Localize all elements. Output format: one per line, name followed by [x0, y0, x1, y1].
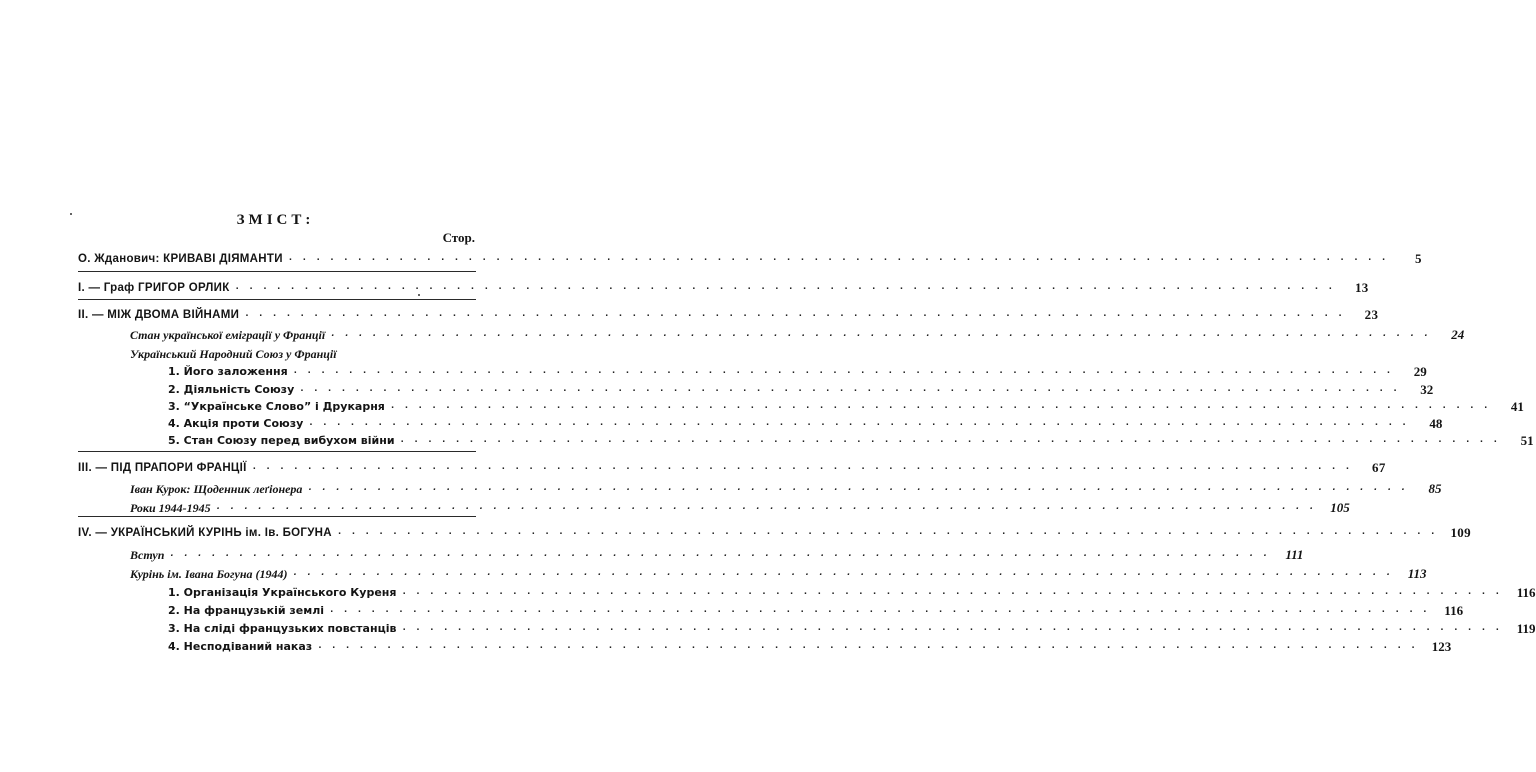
- entry-title: 4. Несподіваний наказ: [168, 640, 313, 653]
- entry-page: 41: [1510, 399, 1524, 414]
- entry-title: 2. Діяльність Союзу: [168, 383, 295, 396]
- section-divider: [78, 451, 476, 452]
- dot-leader: . . . . . . . . . . . . . . . . . . . . . . . . . . . . . . . . . . . . . . . . . . . . . . . . . . . . . . . . . . . . . . . . . . . . . . . . . . . . . . . .: [401, 587, 1502, 597]
- entry-title: 1. Його заложення: [168, 365, 288, 378]
- entry-page: 123: [1431, 639, 1452, 654]
- entry-page: 105: [1330, 500, 1350, 515]
- entry-page: 116: [1516, 585, 1536, 600]
- toc-entry[interactable]: [130, 343, 476, 361]
- toc-entry[interactable]: [168, 430, 1534, 448]
- entry-page: 23: [1364, 307, 1379, 322]
- toc-entry[interactable]: [130, 478, 1442, 496]
- dot-leader: . . . . . . . . . . . . . . . . . . . . . . . . . . . . . . . . . . . . . . . . . . . . . . . . . . . . . . . . . . . . . . . . . . . . . . . . . . . . . . . .: [292, 366, 1393, 376]
- entry-page: 111: [1285, 547, 1304, 562]
- toc-entry[interactable]: [168, 582, 1536, 600]
- entry-page: 119: [1516, 621, 1536, 636]
- toc-entry[interactable]: [130, 563, 1427, 581]
- toc-entry[interactable]: [78, 248, 1422, 266]
- entry-title: Стан української еміграції у Франції: [130, 328, 326, 342]
- dot-leader: . . . . . . . . . . . . . . . . . . . . . . . . . . . . . . . . . . . . . . . . . . . . . . . . . . . . . . . . . . . . . . . . . . . . . . . . . . . . . . . .: [307, 483, 1408, 493]
- dot-leader: . . . . . . . . . . . . . . . . . . . . . . . . . . . . . . . . . . . . . . . . . . . . . . . . . . . . . . . . . . . . . . . . . . . . . . . . . . . . . . . .: [308, 418, 1409, 428]
- entry-page: 109: [1450, 525, 1471, 540]
- toc-entry[interactable]: [168, 413, 1443, 431]
- paper-speck: [70, 213, 72, 215]
- toc-entry[interactable]: [168, 636, 1452, 654]
- dot-leader: . . . . . . . . . . . . . . . . . . . . . . . . . . . . . . . . . . . . . . . . . . . . . . . . . . . . . . . . . . . . . . . . . . . . . . . . . . . . . . . .: [401, 623, 1502, 633]
- entry-title: 5. Стан Союзу перед вибухом війни: [168, 434, 395, 447]
- dot-leader: . . . . . . . . . . . . . . . . . . . . . . . . . . . . . . . . . . . . . . . . . . . . . . . . . . . . . . . . . . . . . . . . . . . . . . . . . . . . . . . .: [169, 549, 1270, 559]
- entry-page: 5: [1415, 251, 1422, 266]
- entry-title: Вступ: [130, 548, 165, 562]
- dot-leader: . . . . . . . . . . . . . . . . . . . . . . . . . . . . . . . . . . . . . . . . . . . . . . . . . . . . . . . . . . . . . . . . . . . . . . . . . . . . . . . .: [292, 568, 1393, 578]
- dot-leader: . . . . . . . . . . . . . . . . . . . . . . . . . . . . . . . . . . . . . . . . . . . . . . . . . . . . . . . . . . . . . . . . . . . . . . . . . . . . . . . .: [329, 605, 1430, 615]
- toc-entry[interactable]: [78, 457, 1386, 475]
- page-title: ЗМІСТ:: [236, 212, 315, 228]
- entry-title: І. — Граф ГРИГОР ОРЛИК: [78, 282, 230, 294]
- dot-leader: . . . . . . . . . . . . . . . . . . . . . . . . . . . . . . . . . . . . . . . . . . . . . . . . . . . . . . . . . . . . . . . . . . . . . . . . . . . . . . . .: [215, 502, 1316, 512]
- entry-title: 3. На сліді французьких повстанців: [168, 622, 397, 635]
- toc-entry[interactable]: [78, 277, 1369, 295]
- dot-leader: . . . . . . . . . . . . . . . . . . . . . . . . . . . . . . . . . . . . . . . . . . . . . . . . . . . . . . . . . . . . . . . . . . . . . . . . . . . . . . . .: [299, 384, 1400, 394]
- toc-entry[interactable]: [130, 324, 1465, 342]
- entry-page: 29: [1413, 364, 1427, 379]
- dot-leader: . . . . . . . . . . . . . . . . . . . . . . . . . . . . . . . . . . . . . . . . . . . . . . . . . . . . . . . . . . . . . . . . . . . . . . . . . . . . . . . .: [317, 641, 1418, 651]
- entry-page: 13: [1354, 280, 1369, 295]
- entry-title: III. — ПІД ПРАПОРИ ФРАНЦІЇ: [78, 462, 247, 474]
- entry-title: Курінь ім. Івана Богуна (1944): [130, 567, 288, 581]
- dot-leader: . . . . . . . . . . . . . . . . . . . . . . . . . . . . . . . . . . . . . . . . . . . . . . . . . . . . . . . . . . . . . . . . . . . . . . . . . . . . . . . .: [399, 435, 1500, 445]
- section-divider: [78, 271, 476, 272]
- toc-entry[interactable]: [168, 396, 1524, 414]
- toc-entry[interactable]: [130, 544, 1304, 562]
- entry-page: 113: [1407, 566, 1427, 581]
- entry-page: 85: [1428, 481, 1442, 496]
- toc-entry[interactable]: [168, 379, 1434, 397]
- entry-page: 67: [1372, 460, 1386, 475]
- entry-title: Український Народний Союз у Франції: [130, 347, 337, 361]
- entry-title: О. Жданович: КРИВАВІ ДІЯМАНТИ: [78, 253, 283, 265]
- entry-page: 51: [1520, 433, 1534, 448]
- entry-title: 3. “Українське Слово” і Друкарня: [168, 400, 385, 413]
- toc-entry[interactable]: [130, 497, 1350, 515]
- dot-leader: . . . . . . . . . . . . . . . . . . . . . . . . . . . . . . . . . . . . . . . . . . . . . . . . . . . . . . . . . . . . . . . . . . . . . . . . . . . . . . . .: [336, 527, 1437, 537]
- toc-entry[interactable]: [168, 618, 1536, 636]
- dot-leader: . . . . . . . . . . . . . . . . . . . . . . . . . . . . . . . . . . . . . . . . . . . . . . . . . . . . . . . . . . . . . . . . . . . . . . . . . . . . . . . .: [244, 309, 1345, 319]
- toc-entry[interactable]: [168, 361, 1427, 379]
- entry-page: 48: [1429, 416, 1443, 431]
- toc-entry[interactable]: [78, 522, 1471, 540]
- dot-leader: . . . . . . . . . . . . . . . . . . . . . . . . . . . . . . . . . . . . . . . . . . . . . . . . . . . . . . . . . . . . . . . . . . . . . . . . . . . . . . . .: [234, 282, 1335, 292]
- entry-title: 2. На французькій землі: [168, 604, 325, 617]
- entry-title: 1. Організація Українського Куреня: [168, 586, 397, 599]
- dot-leader: . . . . . . . . . . . . . . . . . . . . . . . . . . . . . . . . . . . . . . . . . . . . . . . . . . . . . . . . . . . . . . . . . . . . . . . . . . . . . . . .: [287, 253, 1388, 263]
- entry-title: IV. — УКРАЇНСЬКИЙ КУРІНЬ ім. Ів. БОГУНА: [78, 527, 332, 539]
- dot-leader: . . . . . . . . . . . . . . . . . . . . . . . . . . . . . . . . . . . . . . . . . . . . . . . . . . . . . . . . . . . . . . . . . . . . . . . . . . . . . . . .: [330, 329, 1431, 339]
- entry-title: 4. Акція проти Союзу: [168, 417, 304, 430]
- entry-page: 116: [1444, 603, 1464, 618]
- paper-speck: [418, 294, 420, 296]
- entry-title: Роки 1944-1945: [130, 501, 211, 515]
- toc-entry[interactable]: [168, 600, 1464, 618]
- entry-page: 24: [1451, 327, 1465, 342]
- section-divider: [78, 299, 476, 300]
- page-column-label: Стор.: [442, 230, 475, 245]
- dot-leader: . . . . . . . . . . . . . . . . . . . . . . . . . . . . . . . . . . . . . . . . . . . . . . . . . . . . . . . . . . . . . . . . . . . . . . . . . . . . . . . .: [251, 462, 1352, 472]
- section-divider: [78, 516, 476, 517]
- dot-leader: . . . . . . . . . . . . . . . . . . . . . . . . . . . . . . . . . . . . . . . . . . . . . . . . . . . . . . . . . . . . . . . . . . . . . . . . . . . . . . . .: [389, 401, 1490, 411]
- entry-title: Іван Курок: Щоденник леґіонера: [130, 482, 303, 496]
- entry-title: II. — МІЖ ДВОМА ВІЙНАМИ: [78, 309, 240, 321]
- toc-entry[interactable]: [78, 304, 1379, 322]
- entry-page: 32: [1420, 382, 1434, 397]
